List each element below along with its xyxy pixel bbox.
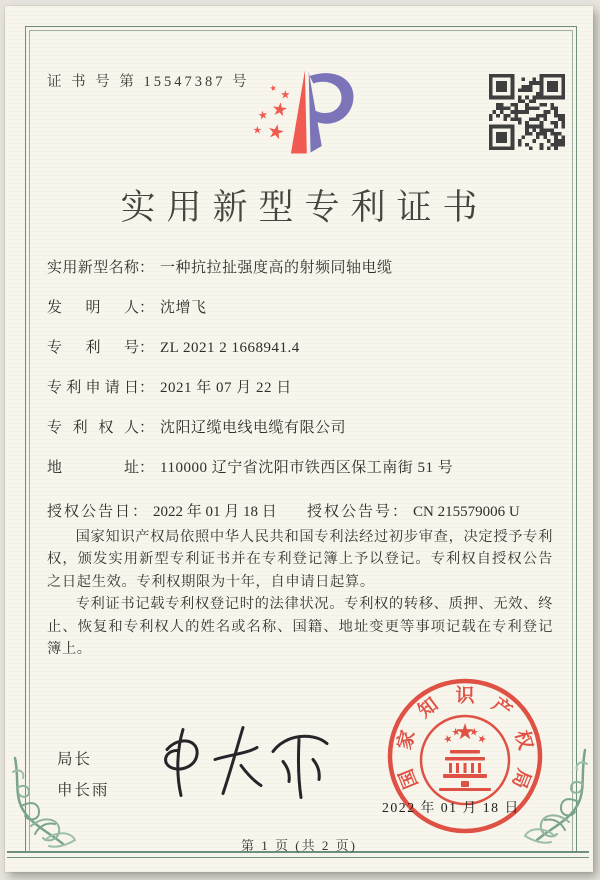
svg-text:家: 家 [394, 728, 420, 753]
field-row [47, 336, 557, 357]
field-value: ZL 2021 2 1668941.4 [160, 340, 300, 356]
certificate-page [5, 6, 593, 872]
field-row [47, 376, 557, 397]
svg-text:识: 识 [455, 685, 475, 707]
certificate-title: 实用新型专利证书 [120, 188, 489, 227]
signer-block [57, 744, 110, 806]
legal-paragraph: 国家知识产权局依照中华人民共和国专利法经过初步审查，决定授予专利权，颁发实用新型专利证书并在专利登记簿上予以登记。专利权自授权公告之日起生效。专利权期限为十年，自申请日起算。 [47, 529, 553, 590]
legal-paragraph: 专利证书记载专利权登记时的法律状况。专利权的转移、质押、无效、终止、恢复和专利权人的姓名或名称、国籍、地址变更等事项记载在专利登记簿上。 [47, 596, 553, 658]
field-label: 专利申请日 [47, 380, 139, 396]
field-row [47, 256, 557, 277]
svg-text:知: 知 [414, 694, 443, 723]
field-label: 地址 [47, 460, 139, 476]
seal-date: 2022 年 01 月 18 日 [382, 800, 520, 815]
svg-text:国: 国 [395, 765, 423, 792]
svg-text:局: 局 [507, 765, 535, 792]
grant-date-label: 授权公告日 [47, 504, 133, 520]
cnipa-logo-icon [248, 66, 360, 170]
grant-number-pair: 授权公告号： CN 215579006 U [307, 504, 520, 520]
field-colon: ： [139, 420, 155, 436]
field-value: 沈增飞 [160, 300, 207, 316]
certificate-number: 证 书 号 第 15547387 号 [47, 74, 250, 90]
svg-text:权: 权 [510, 728, 536, 753]
legal-text [47, 526, 553, 660]
signature-graphic [153, 718, 343, 816]
field-label: 发明人 [47, 300, 139, 316]
field-colon: ： [139, 340, 155, 356]
field-label: 实用新型名称 [47, 260, 139, 276]
grant-number-value: CN 215579006 U [413, 504, 520, 520]
page-footer: 第 1 页 (共 2 页) [241, 838, 357, 853]
field-label: 专利权人 [47, 420, 139, 436]
field-colon: ： [139, 380, 155, 396]
field-value: 110000 辽宁省沈阳市铁西区保工南街 51 号 [160, 460, 454, 476]
field-row [47, 416, 557, 437]
grant-number-label: 授权公告号 [307, 504, 393, 520]
qr-code [489, 74, 565, 150]
grant-date-value: 2022 年 01 月 18 日 [153, 504, 277, 520]
field-row [47, 456, 557, 477]
field-colon: ： [139, 300, 155, 316]
official-seal [377, 668, 553, 844]
field-value: 一种抗拉扯强度高的射频同轴电缆 [160, 260, 393, 276]
field-list [47, 256, 557, 496]
field-value: 沈阳辽缆电线电缆有限公司 [160, 420, 347, 436]
field-colon: ： [139, 260, 155, 276]
grant-row: 授权公告日： 2022 年 01 月 18 日 授权公告号： CN 215579006 U [47, 500, 567, 521]
svg-text:产: 产 [487, 694, 516, 723]
signer-name: 申长雨 [57, 782, 110, 799]
field-colon: ： [139, 460, 155, 476]
signer-title: 局长 [57, 751, 93, 768]
field-row [47, 296, 557, 317]
field-value: 2021 年 07 月 22 日 [160, 380, 292, 396]
field-label: 专利号 [47, 340, 139, 356]
